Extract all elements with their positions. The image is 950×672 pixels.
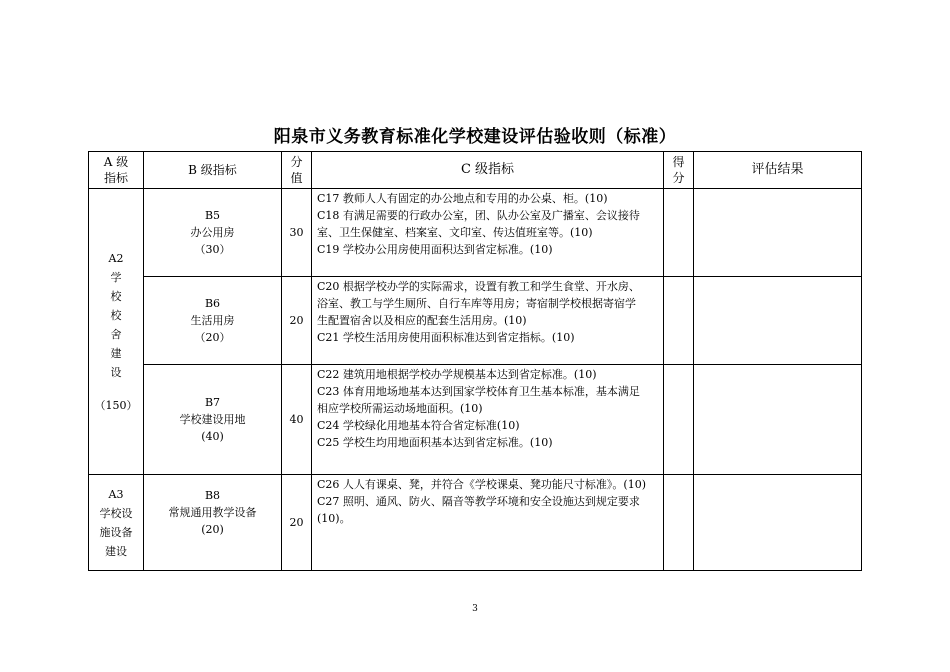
got-score-cell [664, 277, 694, 365]
header-b-level: B 级指标 [144, 152, 282, 189]
table-row [89, 475, 862, 571]
header-a-level: A 级 指标 [89, 152, 144, 189]
header-got-score: 得 分 [664, 152, 694, 189]
table-header-row [89, 152, 862, 189]
table-row [89, 277, 862, 365]
result-cell [694, 189, 862, 277]
c-level-cell: C17 教师人人有固定的办公地点和专用的办公桌、柜。(10) C18 有满足需要的行政办公室，团、队办公室及广播室、会议接待 室、卫生保健室、档案室、文印室、传达值班室等。(10) C19 学校办公用房使用面积达到省定标准。(10) [312, 189, 664, 277]
header-c-level: C 级指标 [312, 152, 664, 189]
evaluation-table [88, 151, 862, 571]
b-level-cell: B5 办公用房 （30） [144, 189, 282, 277]
header-score: 分 值 [282, 152, 312, 189]
c-level-cell: C20 根据学校办学的实际需求，设置有教工和学生食堂、开水房、 浴室、教工与学生厕所、自行车库等用房；寄宿制学校根据寄宿学 生配置宿舍以及相应的配套生活用房。(10) C21 学校生活用房使用面积标准达到省定指标。(10) [312, 277, 664, 365]
table-row [89, 189, 862, 277]
score-cell: 30 [282, 189, 312, 277]
got-score-cell [664, 365, 694, 475]
b-level-cell: B6 生活用房 （20） [144, 277, 282, 365]
header-result: 评估结果 [694, 152, 862, 189]
got-score-cell [664, 475, 694, 571]
score-cell: 20 [282, 277, 312, 365]
c-level-cell: C22 建筑用地根据学校办学规模基本达到省定标准。(10) C23 体育用地场地基本达到国家学校体育卫生基本标准，基本满足 相应学校所需运动场地面积。(10) C24 学校绿化用地基本符合省定标准(10) C25 学校生均用地面积基本达到省定标准。(10) [312, 365, 664, 475]
c-level-cell: C26 人人有课桌、凳，并符合《学校课桌、凳功能尺寸标准》。(10) C27 照明、通风、防火、隔音等教学环境和安全设施达到规定要求 (10)。 [312, 475, 664, 571]
table-row [89, 365, 862, 475]
a-level-cell: A3 学校设 施设备 建设 [89, 475, 144, 571]
a-level-cell: A2 学 校 校 舍 建 设 （150） [89, 189, 144, 475]
b-level-cell: B7 学校建设用地 (40) [144, 365, 282, 475]
result-cell [694, 475, 862, 571]
page-number: 3 [472, 604, 478, 614]
got-score-cell [664, 189, 694, 277]
score-cell: 40 [282, 365, 312, 475]
result-cell [694, 365, 862, 475]
score-cell: 20 [282, 475, 312, 571]
page-title: 阳泉市义务教育标准化学校建设评估验收则（标准） [273, 127, 677, 147]
result-cell [694, 277, 862, 365]
b-level-cell: B8 常规通用教学设备 (20) [144, 475, 282, 571]
